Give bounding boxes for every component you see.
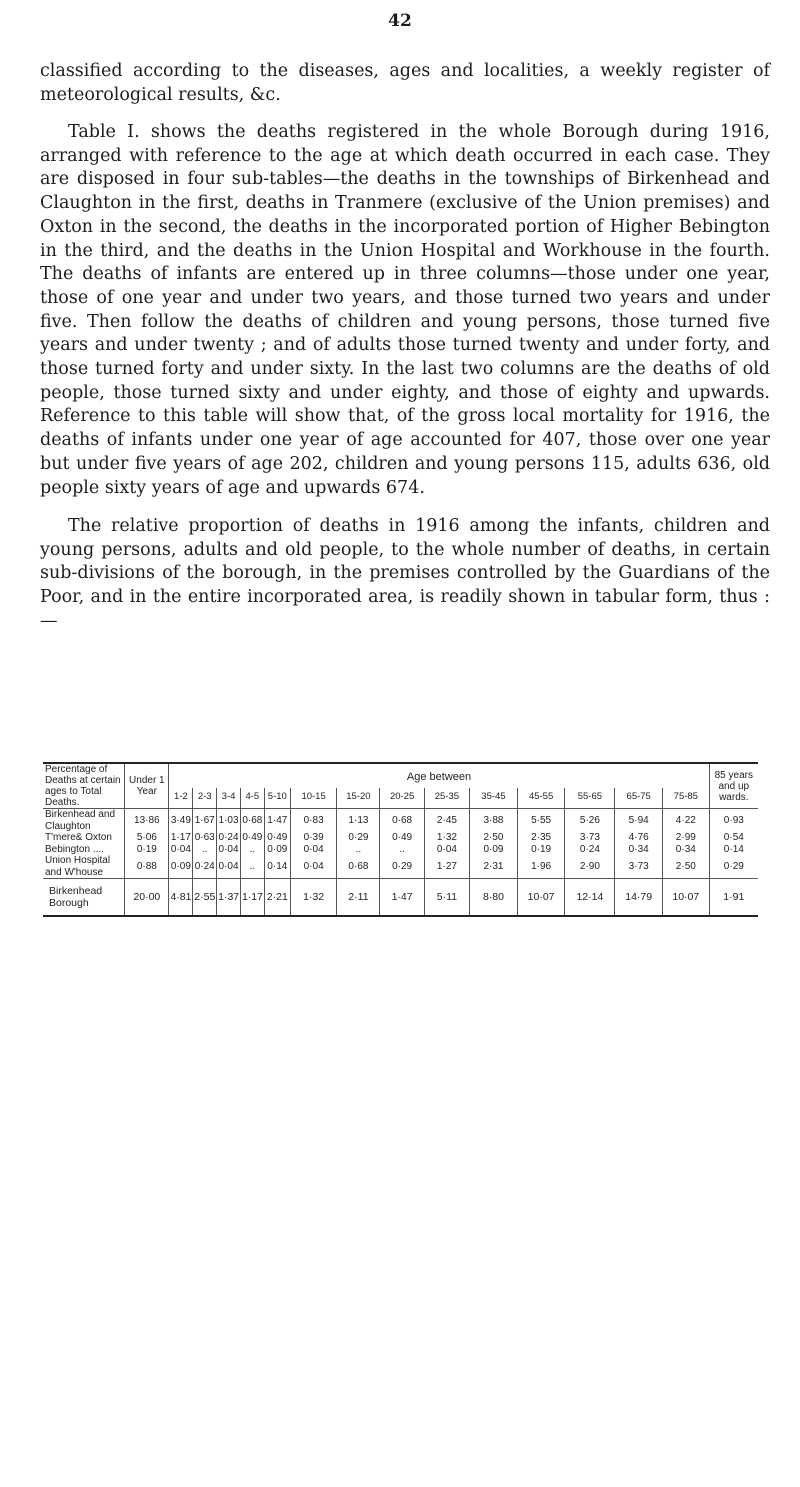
age-column-header: 75-85: [663, 788, 710, 809]
table-cell: 0·04: [170, 843, 191, 855]
age-column-header: 15-20: [337, 788, 380, 809]
total-row: [43, 879, 758, 917]
total-cell: 1·91: [709, 879, 758, 917]
age-column-header: 2-3: [193, 788, 217, 809]
table-cell: 5·06: [125, 832, 169, 844]
table-cell: ..: [380, 844, 424, 856]
table-cell: 0·14: [264, 855, 290, 879]
paragraph-table-one-description: Table I. shows the deaths registered in the whole Borough during 1916, arranged with reference to the age at which death occurred in each case. They are disposed in four sub-tables—the deaths in the townships of Birkenhead and Claughton in the first, deaths in Tranmere (exclusive of the Union premises) and Oxton in the second, the deaths in the incorporated portion of Higher Bebington in the third, and the deaths in the Union Hospital and Workhouse in the fourth. The deaths of infants are entered up in three columns—those under one year, those of one year and under two years, and those turned two years and under five. Then follow the deaths of children and young persons, those turned five years and under twenty ; and of adults those turned twenty and under forty, and those turned forty and under sixty. In the last two columns are the deaths of old people, those turned sixty and under eighty, and those of eighty and upwards. Reference to this table will show that, of the gross local mortality for 1916, the deaths of infants under one year of age accounted for 407, those over one year but under five years of age 202, children and young persons 115, adults 636, old people sixty years of age and upwards 674.: [40, 122, 770, 498]
table-cell: 2·45: [424, 809, 469, 833]
age-column-header: 35-45: [470, 788, 518, 809]
age-column-header: 4-5: [240, 788, 264, 809]
total-cell: 20·00: [125, 879, 169, 917]
table-cell: 2·35: [517, 832, 565, 844]
age-column-header: 20-25: [380, 788, 424, 809]
table-cell: 0·49: [264, 832, 290, 844]
table-cell: 0·09: [264, 844, 290, 856]
table-cell: 0·14: [709, 844, 758, 856]
table-cell: 1·13: [337, 809, 380, 833]
age-column-header: 5-10: [264, 788, 290, 809]
total-cell: 2·11: [337, 879, 380, 917]
total-cell: 10·07: [663, 879, 710, 917]
total-cell: 2·55: [193, 879, 217, 917]
table-cell: 0·04: [424, 844, 469, 856]
table-cell: 2·50: [663, 855, 710, 879]
table-cell: 4·22: [663, 809, 710, 833]
table-cell: 1·67: [193, 809, 217, 833]
table-cell: 1·27: [424, 855, 469, 879]
table-cell: 2·90: [565, 855, 615, 879]
table-cell: 0·29: [380, 855, 424, 879]
page-number: 42: [388, 11, 412, 31]
table-cell: 0·68: [337, 855, 380, 879]
table-cell: 0·34: [615, 844, 663, 856]
age-column-header: 55-65: [565, 788, 615, 809]
total-cell: 2·21: [264, 879, 290, 917]
table-cell: ..: [337, 844, 380, 856]
table-cell: 0·49: [380, 832, 424, 844]
table-cell: 0·49: [242, 832, 263, 843]
table-cell: 5·55: [517, 809, 565, 833]
age-between-header: Age between: [169, 763, 709, 788]
age-column-header: 25-35: [424, 788, 469, 809]
table-cell: 0·04: [290, 855, 337, 879]
table-cell: 1·32: [424, 832, 469, 844]
row-label: Union Hospital and W'house: [43, 855, 125, 879]
under-one-year-header: Under 1 Year: [125, 763, 169, 809]
age-column-header: 3-4: [217, 788, 241, 809]
total-row-label: Birkenhead Borough: [43, 879, 125, 917]
row-label: T'mere& Oxton: [45, 832, 112, 843]
table-cell: 2·99: [663, 832, 710, 844]
age-column-header: 10-15: [290, 788, 337, 809]
table-cell: 0·83: [290, 809, 337, 833]
table-cell: 0·68: [380, 809, 424, 833]
table-row: [43, 832, 758, 844]
age-column-header: 1-2: [169, 788, 193, 809]
table-cell: 0·24: [193, 855, 217, 879]
table-cell: 0·24: [218, 832, 239, 843]
table-cell: 4·76: [615, 832, 663, 844]
table-cell: 0·54: [709, 832, 758, 844]
table-cell: 0·19: [517, 844, 565, 856]
table-cell: 0·04: [218, 843, 239, 855]
eighty-five-and-upwards-header: 85 years and up wards.: [709, 763, 758, 809]
table-row: [43, 855, 758, 879]
table-cell: 3·73: [565, 832, 615, 844]
table-cell: 0·04: [290, 844, 337, 856]
table-row: [43, 844, 758, 856]
table-cell: 0·29: [337, 832, 380, 844]
total-cell: 1·37: [217, 879, 241, 917]
table-cell: 0·29: [709, 855, 758, 879]
table-cell: 13·86: [125, 809, 169, 833]
table-cell: 0·63: [194, 832, 215, 843]
total-cell: 8·80: [470, 879, 518, 917]
table-cell: 0·93: [709, 809, 758, 833]
total-cell: 14·79: [615, 879, 663, 917]
table-cell: 3·49: [169, 809, 193, 833]
table-cell: ..: [240, 844, 264, 856]
table-cell: 2·50: [470, 832, 518, 844]
total-cell: 1·32: [290, 879, 337, 917]
paragraph-relative-proportion: The relative proportion of deaths in 1916 among the infants, children and young persons, adults and old people, to the whole number of deaths, in certain sub-divisions of the borough, in the premises controlled by the Guardians of the Poor, and in the entire incorporated area, is readily shown in tabular form, thus :—: [40, 516, 770, 631]
paragraph-continuation: classified according to the diseases, ages and localities, a weekly register of meteorological results, &c.: [40, 61, 770, 105]
age-column-header: 65-75: [615, 788, 663, 809]
table-cell: 3·73: [615, 855, 663, 879]
table-cell: 2·31: [470, 855, 518, 879]
table-cell: 0·09: [169, 855, 193, 879]
table-cell: 1·03: [217, 809, 241, 833]
table-cell: 0·88: [125, 855, 169, 879]
table-cell: 3·88: [470, 809, 518, 833]
age-column-header: 45-55: [517, 788, 565, 809]
table-cell: 0·24: [565, 844, 615, 856]
table-cell: 0·09: [470, 844, 518, 856]
table-cell: 0·34: [663, 844, 710, 856]
table-cell: 1·96: [517, 855, 565, 879]
table-cell: 0·04: [217, 855, 241, 879]
total-cell: 4·81: [169, 879, 193, 917]
table-row: [43, 809, 758, 833]
table-cell: 1·17: [170, 832, 191, 843]
total-cell: 5·11: [424, 879, 469, 917]
total-cell: 1·17: [240, 879, 264, 917]
table-cell: 0·39: [290, 832, 337, 844]
row-label: Birkenhead and Claughton: [45, 809, 116, 832]
row-header: Percentage of Deaths at certain ages to Total Deaths.: [43, 763, 125, 809]
total-cell: 1·47: [380, 879, 424, 917]
row-label: Bebington ....: [45, 843, 104, 855]
total-cell: 10·07: [517, 879, 565, 917]
table-cell: ..: [240, 855, 264, 879]
table-cell: ..: [193, 844, 217, 856]
table-cell: 5·26: [565, 809, 615, 833]
total-cell: 12·14: [565, 879, 615, 917]
table-cell: 1·47: [264, 809, 290, 833]
table-cell: 0·19: [125, 844, 169, 856]
table-cell: 0·68: [240, 809, 264, 833]
percentage-deaths-table: [43, 762, 758, 917]
table-cell: 5·94: [615, 809, 663, 833]
